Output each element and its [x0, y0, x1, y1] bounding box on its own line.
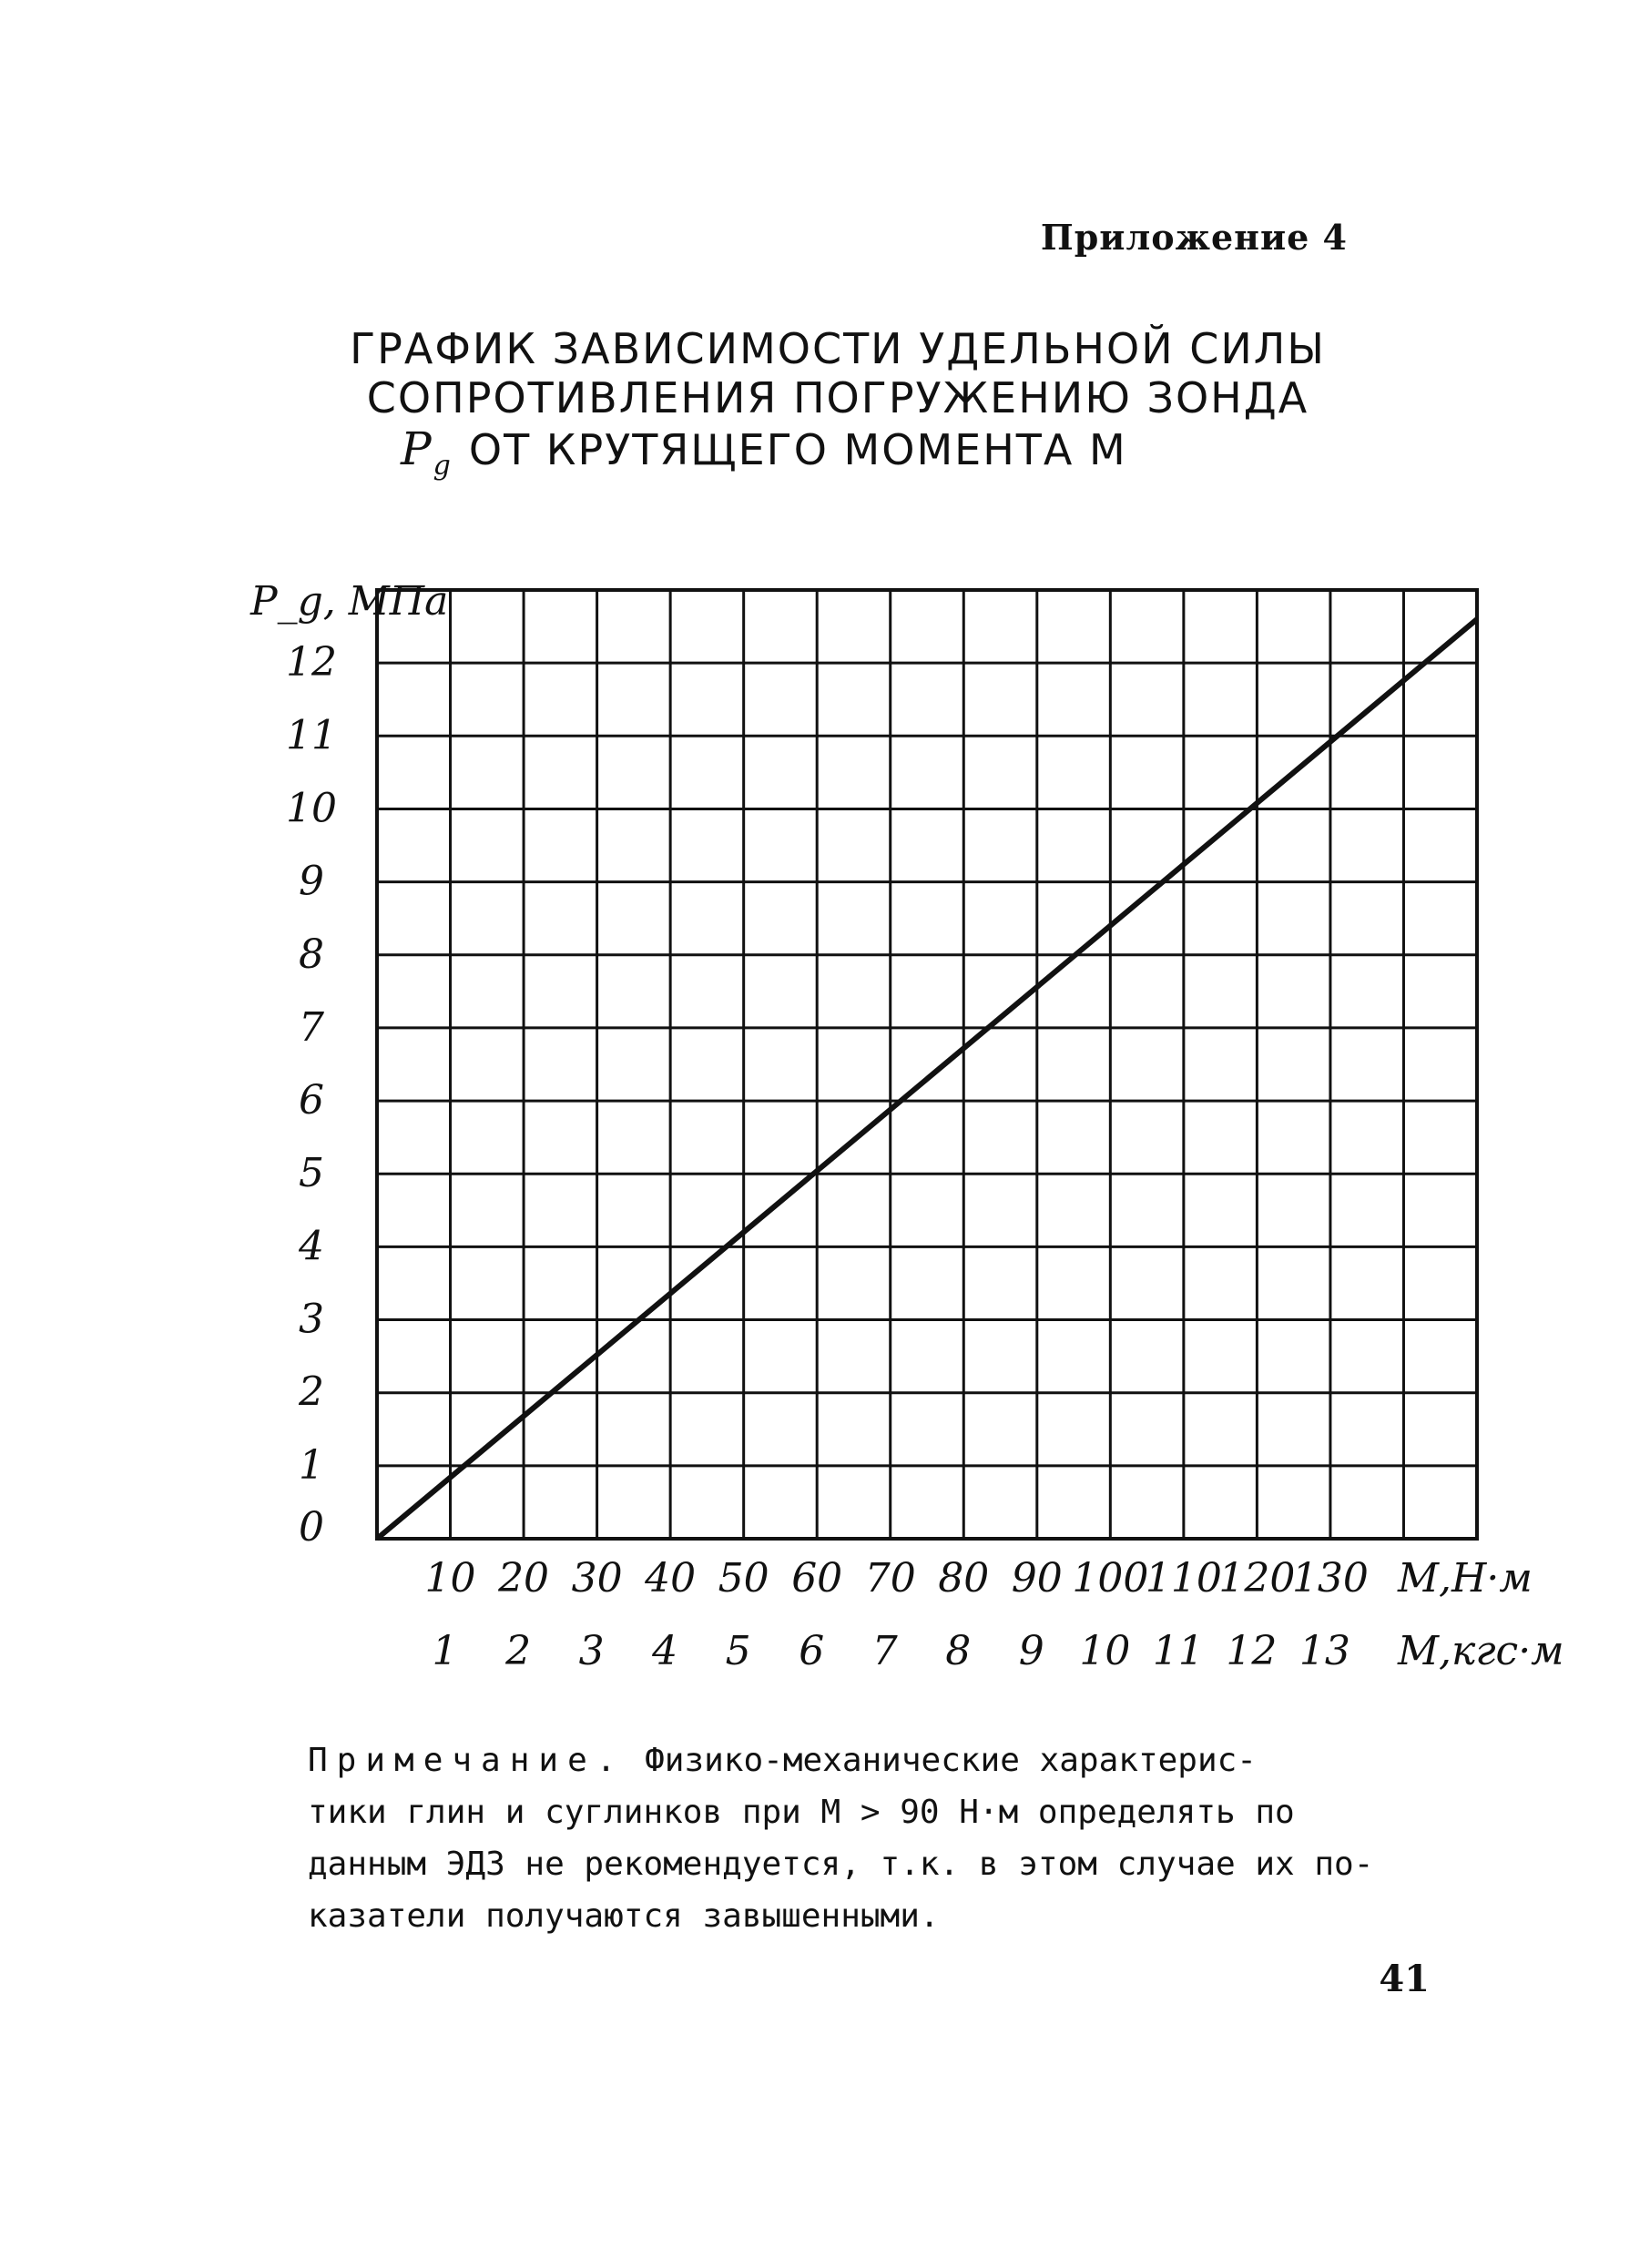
x-tick-label-secondary: 6: [799, 1628, 825, 1674]
x-tick-label-secondary: 7: [871, 1628, 898, 1674]
chart-title-line-2: СОПРОТИВЛЕНИЯ ПОГРУЖЕНИЮ ЗОНДА: [366, 373, 1309, 422]
y-tick-label: 9: [299, 858, 324, 905]
y-axis-label: P_g, МПа: [250, 578, 449, 625]
chart-title-line-1: ГРАФИК ЗАВИСИМОСТИ УДЕЛЬНОЙ СИЛЫ: [350, 324, 1326, 373]
x-axis-label-primary: М,Н·м: [1398, 1555, 1533, 1602]
x-tick-label-secondary: 8: [945, 1628, 972, 1674]
note-line-2: тики глин и суглинков при М > 90 Н·м определять по: [308, 1794, 1295, 1831]
x-tick-label-secondary: 9: [1018, 1628, 1044, 1674]
y-tick-label: 7: [299, 1003, 324, 1051]
appendix-label: Приложение 4: [1040, 217, 1348, 258]
note-line-4: казатели получаются завышенными.: [308, 1897, 940, 1935]
page-number: 41: [1379, 1958, 1430, 2000]
x-tick-label-primary: 50: [718, 1555, 769, 1602]
x-tick-label-secondary: 2: [505, 1628, 532, 1674]
y-tick-label: 5: [299, 1150, 324, 1197]
x-tick-label-secondary: 11: [1152, 1628, 1204, 1674]
x-tick-label-secondary: 1: [432, 1628, 458, 1674]
note-line-1: [308, 1734, 1464, 1786]
x-tick-label-primary: 80: [938, 1555, 990, 1602]
note-text-1: Физико-механические характерис-: [625, 1742, 1257, 1779]
x-tick-label-secondary: 4: [652, 1628, 678, 1674]
note-line-3: данным ЭДЗ не рекомендуется, т.к. в этом случае их по-: [308, 1846, 1374, 1883]
x-tick-label-secondary: 12: [1226, 1628, 1278, 1674]
plot-frame: [377, 590, 1477, 1539]
y-tick-label: 10: [286, 785, 337, 832]
y-tick-label: 12: [286, 639, 337, 687]
y-tick-label: 2: [299, 1368, 324, 1416]
x-axis-label-secondary: М,кгс·м: [1398, 1628, 1564, 1674]
x-tick-label-primary: 40: [645, 1555, 697, 1602]
x-tick-label-primary: 10: [424, 1555, 476, 1602]
note-lead: Примечание.: [308, 1742, 626, 1779]
y-tick-label: 11: [286, 712, 337, 759]
note: [308, 1734, 1464, 1942]
x-tick-label-primary: 60: [791, 1555, 843, 1602]
y-tick-label: 4: [299, 1223, 324, 1270]
x-tick-label-primary: 70: [864, 1555, 916, 1602]
title-line-3-text: ОТ КРУТЯЩЕГО МОМЕНТА М: [468, 425, 1127, 474]
x-tick-label-primary: 110: [1145, 1555, 1222, 1602]
x-tick-label-primary: 120: [1218, 1555, 1296, 1602]
y-tick-label: 0: [299, 1504, 324, 1551]
x-tick-label-secondary: 10: [1079, 1628, 1131, 1674]
x-tick-label-primary: 30: [571, 1555, 623, 1602]
x-tick-label-secondary: 13: [1299, 1628, 1350, 1674]
series-line: [377, 619, 1477, 1539]
x-tick-label-primary: 130: [1291, 1555, 1369, 1602]
y-tick-label: 6: [299, 1077, 324, 1124]
x-tick-label-primary: 90: [1011, 1555, 1063, 1602]
title-symbol: $P_g$: [401, 422, 453, 482]
x-tick-label-secondary: 3: [578, 1628, 605, 1674]
x-tick-label-secondary: 5: [725, 1628, 751, 1674]
x-tick-label-primary: 20: [498, 1555, 550, 1602]
y-tick-label: 8: [299, 931, 324, 978]
y-tick-label: 1: [299, 1441, 324, 1489]
y-tick-label: 3: [299, 1296, 324, 1343]
x-tick-label-primary: 100: [1072, 1555, 1149, 1602]
